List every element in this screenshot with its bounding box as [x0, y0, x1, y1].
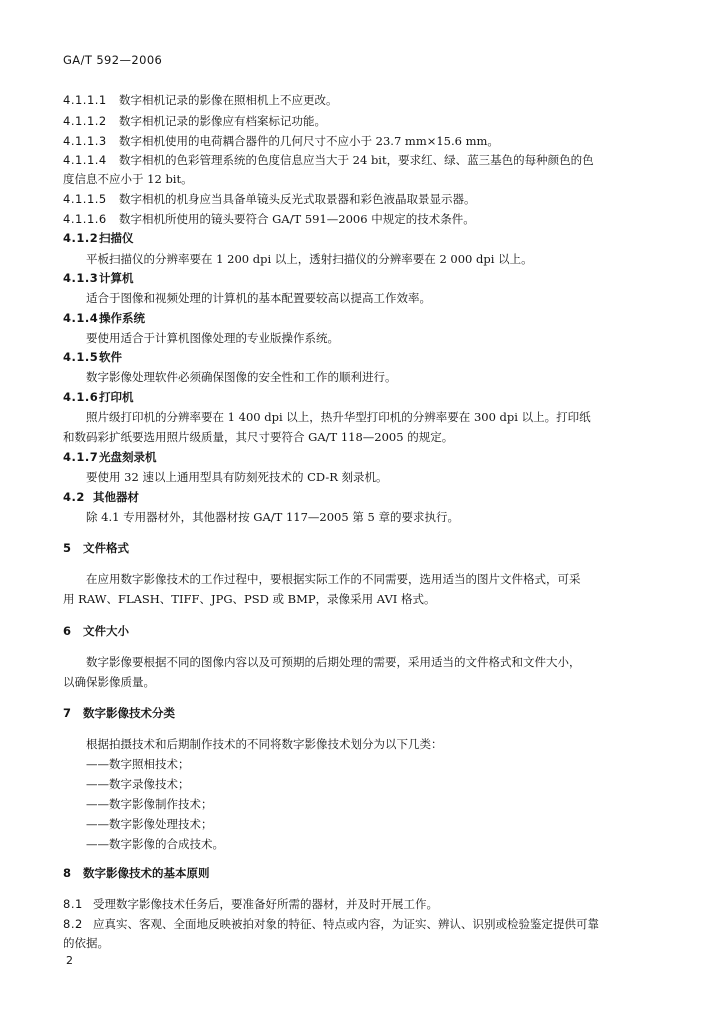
clause-4-1-6-heading [63, 390, 134, 404]
clause-4-1-5-heading [63, 350, 122, 364]
clause-4-1-1-1 [63, 93, 338, 107]
section-title: 数字影像技术分类 [83, 706, 175, 720]
list-item-text: ——数字影像处理技术； [86, 817, 213, 831]
clause-number: 4.1.3 [63, 271, 99, 285]
clause-text: 数字相机所使用的镜头要符合 GA/T 591—2006 中规定的技术条件。 [119, 212, 475, 226]
clause-text: 数字相机记录的影像在照相机上不应更改。 [119, 93, 338, 107]
clause-title: 计算机 [99, 271, 134, 285]
paragraph [86, 410, 591, 424]
paragraph-text: 适合于图像和视频处理的计算机的基本配置要较高以提高工作效率。 [86, 291, 431, 305]
clause-8-2 [63, 917, 599, 931]
section-title: 数字影像技术的基本原则 [83, 866, 210, 880]
clause-number: 4.1.1.4 [63, 153, 107, 167]
section-title: 文件大小 [83, 624, 129, 638]
section-number: 7 [63, 706, 72, 720]
paragraph-text: 以确保影像质量。 [63, 675, 155, 689]
clause-text: 受理数字影像技术任务后，要准备好所需的器材，并及时开展工作。 [93, 897, 438, 911]
section-8-heading [63, 866, 210, 880]
clause-4-1-1-4-cont [63, 172, 193, 186]
list-item-text: ——数字影像的合成技术。 [86, 837, 224, 851]
section-number: 6 [63, 624, 72, 638]
clause-title: 打印机 [99, 390, 134, 404]
clause-number: 8.1 [63, 897, 83, 911]
paragraph-text: 除 4.1 专用器材外，其他器材按 GA/T 117—2005 第 5 章的要求执行。 [86, 510, 459, 524]
clause-4-1-2-heading [63, 231, 134, 245]
list-item [86, 757, 190, 771]
clause-number: 4.1.1.2 [63, 114, 107, 128]
clause-4-1-3-heading [63, 271, 134, 285]
section-title: 文件格式 [83, 541, 129, 555]
paragraph [86, 510, 459, 524]
clause-number: 4.1.1.5 [63, 192, 107, 206]
clause-number: 4.1.7 [63, 450, 99, 464]
clause-number: 4.1.1.6 [63, 212, 107, 226]
section-5-heading [63, 541, 129, 555]
paragraph-text: 数字影像要根据不同的图像内容以及可预期的后期处理的需要，采用适当的文件格式和文件大小， [86, 655, 581, 669]
clause-title: 操作系统 [99, 311, 145, 325]
paragraph [86, 291, 431, 305]
paragraph [86, 252, 533, 266]
clause-number: 4.1.5 [63, 350, 99, 364]
paragraph [86, 655, 581, 669]
clause-4-1-1-5 [63, 192, 476, 206]
paragraph [86, 737, 443, 751]
paragraph-cont [63, 675, 155, 689]
clause-text: 数字相机使用的电荷耦合器件的几何尺寸不应小于 23.7 mm×15.6 mm。 [119, 134, 499, 148]
list-item [86, 837, 224, 851]
paragraph-text: 根据拍摄技术和后期制作技术的不同将数字影像技术划分为以下几类： [86, 737, 443, 751]
clause-number: 4.1.4 [63, 311, 99, 325]
clause-4-2-heading [63, 490, 139, 504]
clause-number: 4.2 [63, 490, 85, 504]
clause-4-1-1-3 [63, 134, 499, 148]
standard-code-header: GA/T 592—2006 [63, 53, 163, 67]
paragraph [86, 370, 397, 384]
list-item-text: ——数字照相技术； [86, 757, 190, 771]
list-item-text: ——数字影像制作技术； [86, 797, 213, 811]
clause-8-2-cont [63, 936, 109, 950]
paragraph-text: 要使用 32 速以上通用型具有防刻死技术的 CD-R 刻录机。 [86, 470, 388, 484]
clause-number: 4.1.1.1 [63, 93, 107, 107]
clause-text: 应真实、客观、全面地反映被拍对象的特征、特点或内容，为证实、辨认、识别或检验鉴定提供可靠 [93, 917, 599, 931]
paragraph-cont [63, 430, 453, 444]
clause-title: 扫描仪 [99, 231, 134, 245]
paragraph-text: 照片级打印机的分辨率要在 1 400 dpi 以上，热升华型打印机的分辨率要在 300 dpi 以上。打印纸 [86, 410, 591, 424]
paragraph-cont [63, 592, 436, 606]
clause-number: 8.2 [63, 917, 83, 931]
clause-title: 其他器材 [93, 490, 139, 504]
clause-4-1-1-2 [63, 114, 326, 128]
paragraph-text: 用 RAW、FLASH、TIFF、JPG、PSD 或 BMP，录像采用 AVI 格式。 [63, 592, 436, 606]
clause-4-1-7-heading [63, 450, 157, 464]
clause-text: 的依据。 [63, 936, 109, 950]
list-item [86, 797, 213, 811]
clause-text: 数字相机的机身应当具备单镜头反光式取景器和彩色液晶取景显示器。 [119, 192, 476, 206]
paragraph-text: 要使用适合于计算机图像处理的专业版操作系统。 [86, 331, 339, 345]
page-number: 2 [66, 954, 73, 967]
paragraph-text: 和数码彩扩纸要选用照片级质量，其尺寸要符合 GA/T 118—2005 的规定。 [63, 430, 454, 444]
section-number: 5 [63, 541, 72, 555]
clause-number: 4.1.1.3 [63, 134, 107, 148]
clause-text: 度信息不应小于 12 bit。 [63, 172, 193, 186]
paragraph [86, 572, 581, 586]
clause-8-1 [63, 897, 438, 911]
paragraph-text: 在应用数字影像技术的工作过程中，要根据实际工作的不同需要，选用适当的图片文件格式，可采 [86, 572, 581, 586]
clause-text: 数字相机记录的影像应有档案标记功能。 [119, 114, 326, 128]
list-item [86, 817, 213, 831]
paragraph-text: 平板扫描仪的分辨率要在 1 200 dpi 以上，透射扫描仪的分辨率要在 2 000 dpi 以上。 [86, 252, 533, 266]
clause-text: 数字相机的色彩管理系统的色度信息应当大于 24 bit，要求红、绿、蓝三基色的每种颜色的色 [119, 153, 594, 167]
paragraph-text: 数字影像处理软件必须确保图像的安全性和工作的顺利进行。 [86, 370, 397, 384]
clause-4-1-1-4 [63, 153, 594, 167]
section-7-heading [63, 706, 175, 720]
clause-4-1-4-heading [63, 311, 145, 325]
list-item-text: ——数字录像技术； [86, 777, 190, 791]
section-number: 8 [63, 866, 72, 880]
list-item [86, 777, 190, 791]
clause-number: 4.1.6 [63, 390, 99, 404]
clause-title: 光盘刻录机 [99, 450, 157, 464]
clause-title: 软件 [99, 350, 122, 364]
paragraph [86, 331, 339, 345]
clause-number: 4.1.2 [63, 231, 99, 245]
paragraph [86, 470, 388, 484]
clause-4-1-1-6 [63, 212, 475, 226]
section-6-heading [63, 624, 129, 638]
